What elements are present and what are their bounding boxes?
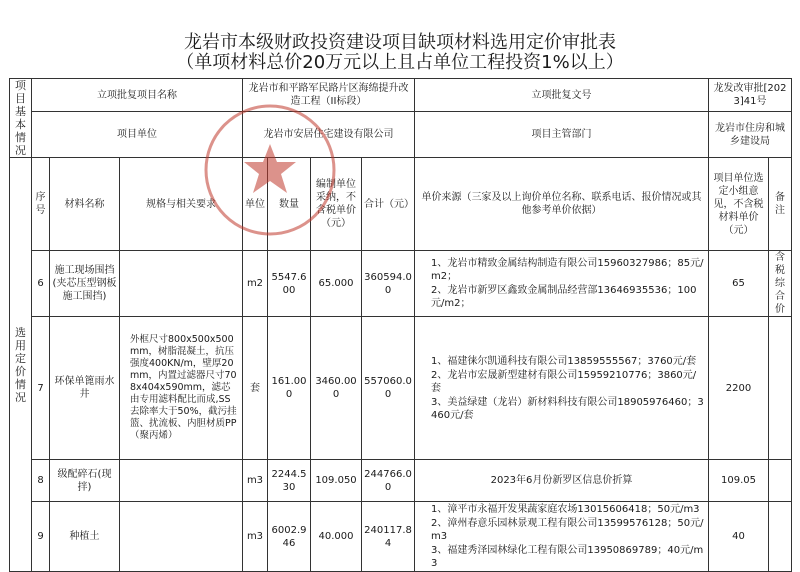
row-price-source	[415, 251, 709, 317]
source-line: 2、龙岩市新罗区鑫致金属制品经营部13646935536；100元/m2；	[431, 285, 697, 309]
source-line: 1、龙岩市精致金属结构制造有限公司15960327986；85元/m2；	[431, 258, 704, 282]
row-unit-price: 3460.000	[311, 317, 362, 460]
row-total: 360594.00	[362, 251, 415, 317]
section-label-pricing: 选用定价情况	[10, 158, 32, 572]
supervisor-dept-value: 龙岩市住房和城乡建设局	[709, 112, 792, 158]
approval-no-value: 龙发改审批[2023]41号	[709, 79, 792, 112]
source-line: 2023年6月份新罗区信息价折算	[490, 475, 633, 486]
document-title: 龙岩市本级财政投资建设项目缺项材料选用定价审批表	[184, 32, 616, 53]
header-price-source: 单价来源（三家及以上询价单位名称、联系电话、报价情况或其他参考单价依据）	[415, 158, 709, 251]
row-seq: 6	[32, 251, 50, 317]
row-quantity: 2244.530	[268, 460, 311, 502]
row-material-name: 种植土	[50, 502, 120, 572]
header-unit: 单位	[243, 158, 268, 251]
row-total: 240117.84	[362, 502, 415, 572]
row-suggested-price: 65	[709, 251, 769, 317]
table-row	[10, 502, 792, 572]
header-total: 合计（元）	[362, 158, 415, 251]
project-name-value: 龙岩市和平路军民路片区海绵提升改造工程（II标段）	[243, 79, 415, 112]
row-remark	[769, 460, 792, 502]
row-spec	[120, 502, 243, 572]
row-remark: 含税综合价	[769, 251, 792, 317]
row-unit-price: 65.000	[311, 251, 362, 317]
table-row	[10, 251, 792, 317]
info-row-unit	[10, 112, 792, 158]
row-price-source	[415, 460, 709, 502]
info-row-project	[10, 79, 792, 112]
row-suggested-price: 2200	[709, 317, 769, 460]
column-header-row	[10, 158, 792, 251]
source-line: 2、漳州春意乐园林景观工程有限公司13599576128；50元/m3	[431, 518, 704, 542]
row-unit-price: 109.050	[311, 460, 362, 502]
row-seq: 8	[32, 460, 50, 502]
row-material-name: 环保单篦雨水井	[50, 317, 120, 460]
row-unit: m2	[243, 251, 268, 317]
row-unit: m3	[243, 502, 268, 572]
row-unit: 套	[243, 317, 268, 460]
table-row	[10, 460, 792, 502]
row-spec: 外框尺寸800x500x500mm，树脂混凝土，抗压强度400KN/m，壁厚20mm，内置过滤器尺寸708x404x590mm，滤芯由专用滤料配比而成,SS去除率大于50%，截污挂篮、扰流板、内胆材质PP（聚丙烯）	[120, 317, 243, 460]
row-material-name: 施工现场围挡(夹芯压型钢板施工围挡)	[50, 251, 120, 317]
project-unit-value: 龙岩市安居住宅建设有限公司	[243, 112, 415, 158]
header-spec: 规格与相关要求	[120, 158, 243, 251]
row-quantity: 5547.600	[268, 251, 311, 317]
source-line: 2、龙岩市宏晟新型建材有限公司15959210776；3860元/套	[431, 369, 697, 394]
project-name-label: 立项批复项目名称	[32, 79, 243, 112]
row-suggested-price: 109.05	[709, 460, 769, 502]
row-price-source	[415, 317, 709, 460]
header-quantity: 数量	[268, 158, 311, 251]
approval-no-label: 立项批复文号	[415, 79, 709, 112]
row-unit: m3	[243, 460, 268, 502]
section-label-basic: 项目基本情况	[10, 79, 32, 158]
table-row	[10, 317, 792, 460]
row-total: 557060.00	[362, 317, 415, 460]
header-suggested-price: 项目单位选定小组意见，不含税材料单价（元）	[709, 158, 769, 251]
row-quantity: 161.000	[268, 317, 311, 460]
row-price-source	[415, 502, 709, 572]
supervisor-dept-label: 项目主管部门	[415, 112, 709, 158]
approval-table	[9, 78, 792, 572]
row-material-name: 级配碎石(现拌)	[50, 460, 120, 502]
document-subtitle: （单项材料总价20万元以上且占单位工程投资1%以上）	[176, 52, 624, 73]
source-line: 3、福建秀泽园林绿化工程有限公司13950869789；40元/m3	[431, 545, 704, 569]
row-unit-price: 40.000	[311, 502, 362, 572]
row-remark	[769, 317, 792, 460]
row-remark	[769, 502, 792, 572]
header-remark: 备注	[769, 158, 792, 251]
project-unit-label: 项目单位	[32, 112, 243, 158]
source-line: 3、美益绿建（龙岩）新材料科技有限公司18905976460；3460元/套	[431, 396, 704, 421]
row-spec	[120, 251, 243, 317]
header-seq: 序号	[32, 158, 50, 251]
header-material-name: 材料名称	[50, 158, 120, 251]
header-unit-price: 编制单位采纳，不含税单价（元）	[311, 158, 362, 251]
row-seq: 7	[32, 317, 50, 460]
row-suggested-price: 40	[709, 502, 769, 572]
source-line: 1、漳平市永福开发果蔬家庭农场13015606418；50元/m3	[431, 504, 700, 515]
row-seq: 9	[32, 502, 50, 572]
row-total: 244766.00	[362, 460, 415, 502]
row-quantity: 6002.946	[268, 502, 311, 572]
row-spec	[120, 460, 243, 502]
source-line: 1、福建徕尔凯通科技有限公司13859555567；3760元/套	[431, 355, 697, 367]
